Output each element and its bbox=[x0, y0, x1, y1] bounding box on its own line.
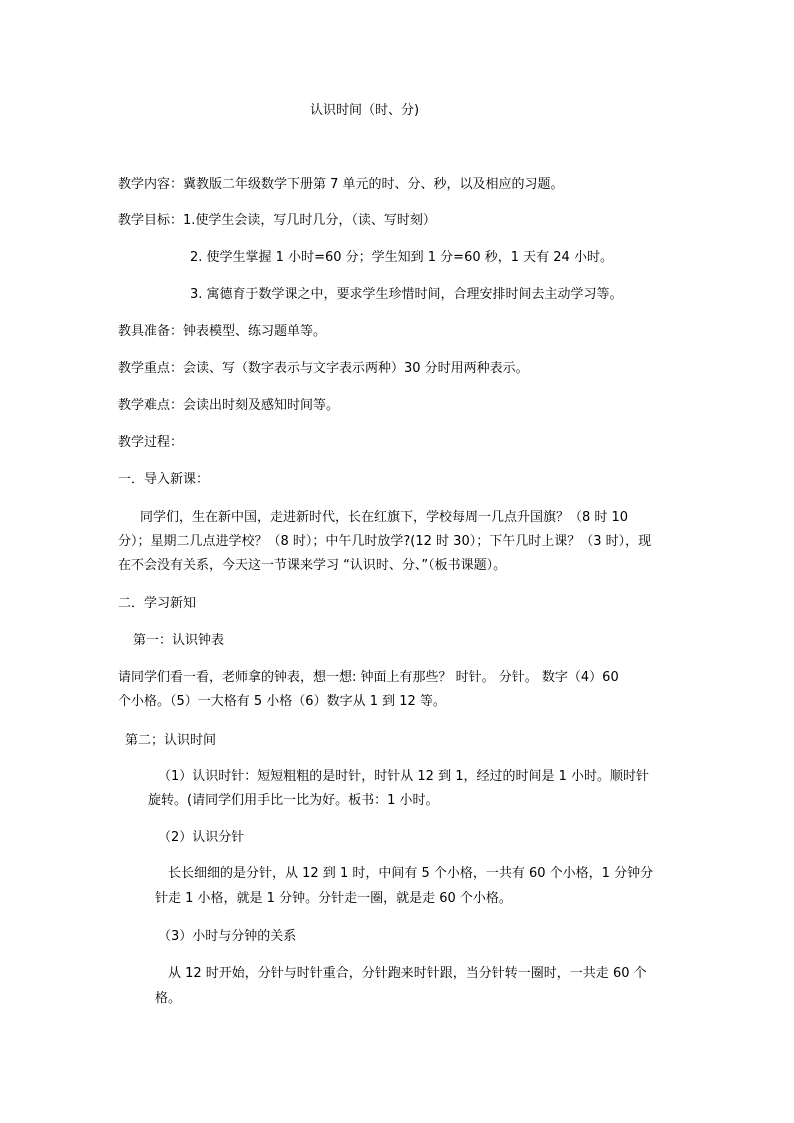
relation-line-2: 格。 bbox=[155, 991, 182, 1006]
minute-hand-line-2: 针走 1 小格，就是 1 分钟。分针走一圈，就是走 60 个小格。 bbox=[155, 891, 512, 906]
teaching-goal-3: 3. 寓德育于数学课之中，要求学生珍惜时间，合理安排时间去主动学习等。 bbox=[190, 287, 623, 302]
teaching-goal-2: 2. 使学生掌握 1 小时=60 分；学生知到 1 分=60 秒，1 天有 24 小时。 bbox=[190, 250, 613, 265]
relation-heading: （3）小时与分钟的关系 bbox=[158, 929, 297, 944]
page-title: 认识时间（时、分) bbox=[310, 103, 420, 118]
intro-paragraph-line-3: 在不会没有关系，今天这一节课来学习 “认识时、分、”（板书课题）。 bbox=[118, 558, 507, 573]
minute-hand-heading: （2）认识分针 bbox=[158, 830, 245, 845]
intro-paragraph-line-2: 分）；星期二几点进学校？（8 时）；中午几时放学?(12 时 30）；下午几时上课？（3 时），现 bbox=[118, 534, 652, 549]
clock-paragraph-line-2: 个小格。（5）一大格有 5 小格（6）数字从 1 到 12 等。 bbox=[118, 694, 446, 709]
subheading-know-clock: 第一：认识钟表 bbox=[133, 633, 225, 648]
teaching-tools: 教具准备：钟表模型、练习题单等。 bbox=[118, 324, 327, 339]
subheading-know-time: 第二；认识时间 bbox=[125, 733, 217, 748]
teaching-key-point: 教学重点：会读、写（数字表示与文字表示两种）30 分时用两种表示。 bbox=[118, 361, 529, 376]
intro-paragraph-line-1: 同学们，生在新中国，走进新时代，长在红旗下，学校每周一几点升国旗？（8 时 10 bbox=[140, 510, 629, 525]
teaching-process: 教学过程： bbox=[118, 435, 184, 450]
clock-paragraph-line-1: 请同学们看一看，老师拿的钟表，想一想: 钟面上有那些？ 时针。 分针。 数字（4）60 bbox=[118, 670, 619, 685]
section-heading-new-knowledge: 二．学习新知 bbox=[118, 596, 197, 611]
hour-hand-line-1: （1）认识时针：短短粗粗的是时针，时针从 12 到 1，经过的时间是 1 小时。顺时针 bbox=[158, 769, 650, 784]
hour-hand-line-2: 旋转。(请同学们用手比一比为好。板书：1 小时。 bbox=[148, 793, 439, 808]
section-heading-intro: 一．导入新课： bbox=[118, 472, 210, 487]
teaching-goal-1: 教学目标：1.使学生会读，写几时几分，（读、写时刻） bbox=[118, 213, 436, 228]
teaching-content: 教学内容：冀教版二年级数学下册第 7 单元的时、分、秒，以及相应的习题。 bbox=[118, 177, 564, 192]
minute-hand-line-1: 长长细细的是分针，从 12 到 1 时，中间有 5 个小格，一共有 60 个小格，1 分钟分 bbox=[168, 866, 654, 881]
relation-line-1: 从 12 时开始，分针与时针重合，分针跑来时针跟，当分针转一圈时，一共走 60 个 bbox=[168, 966, 647, 981]
teaching-difficulty: 教学难点：会读出时刻及感知时间等。 bbox=[118, 398, 340, 413]
